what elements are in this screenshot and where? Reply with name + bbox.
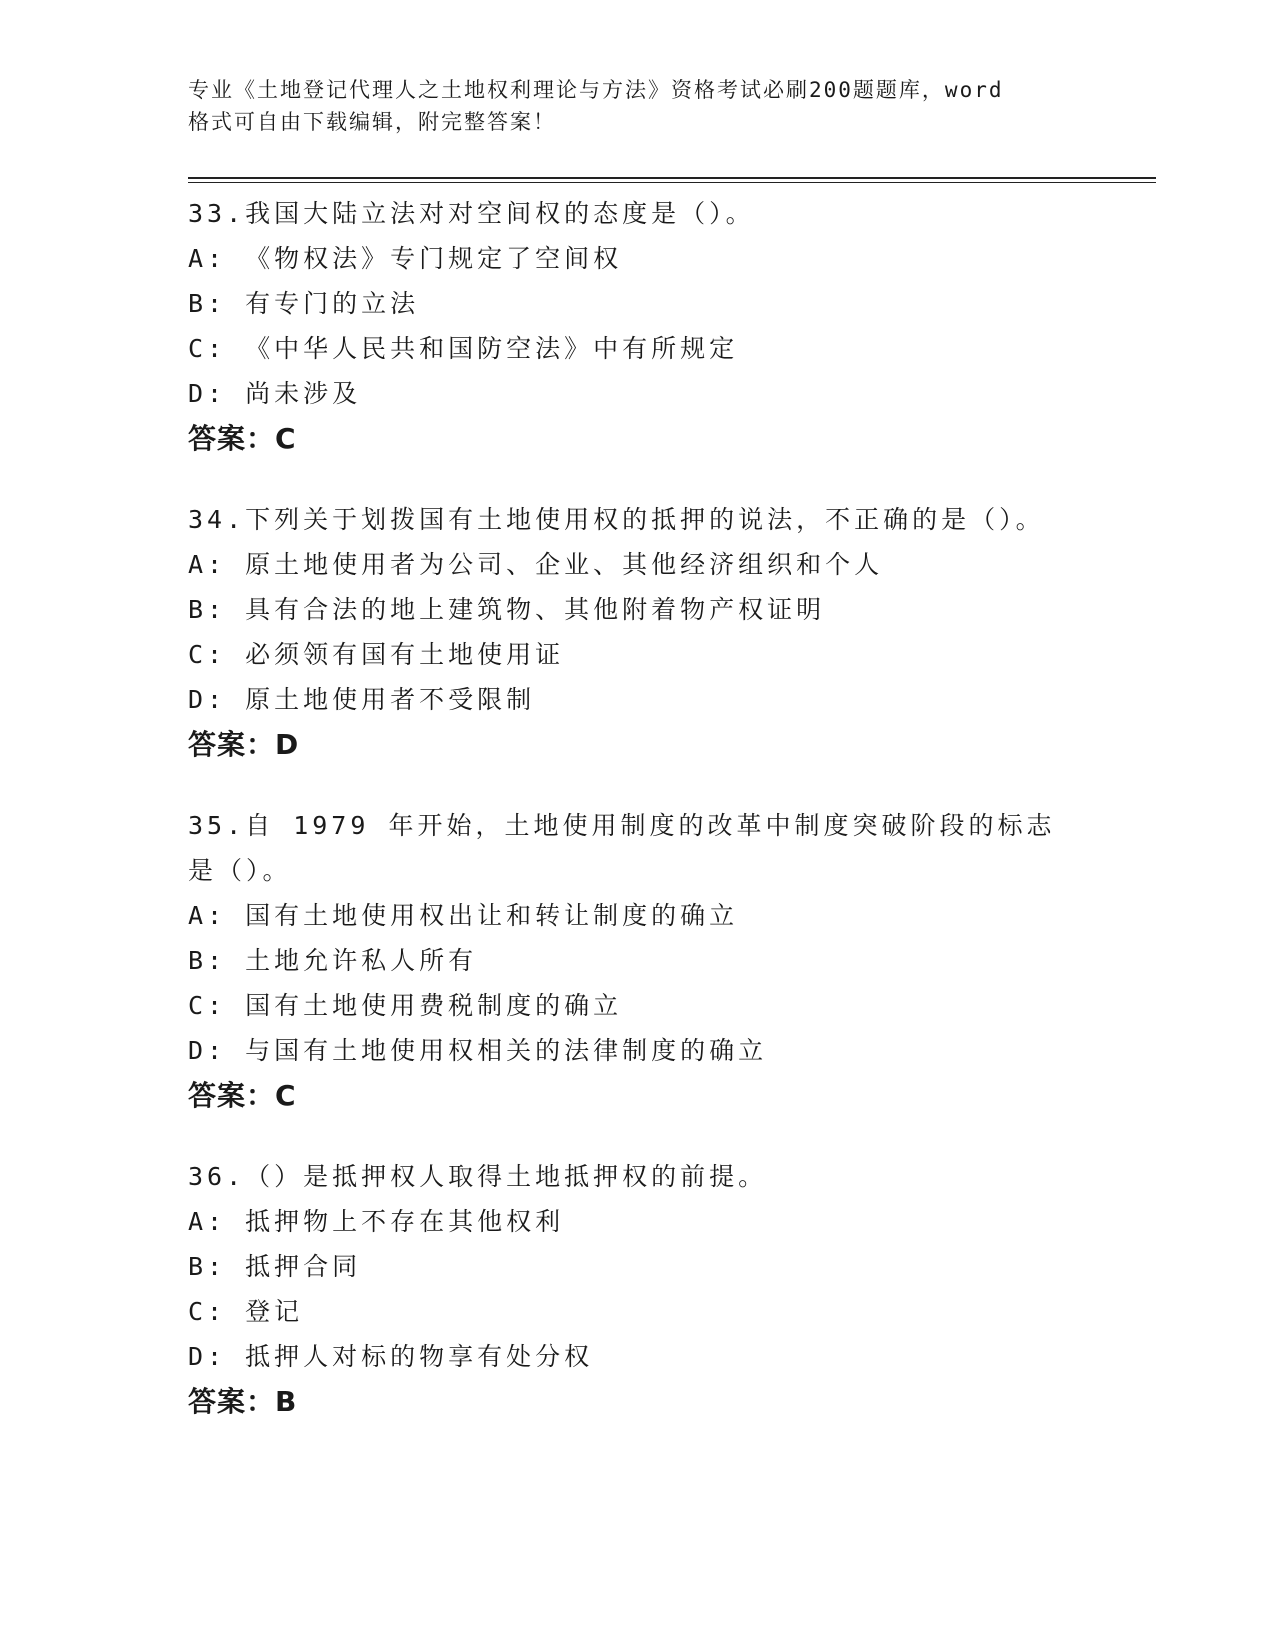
option-a: A: 抵押物上不存在其他权利 <box>188 1207 565 1236</box>
header-line-2: 格式可自由下载编辑，附完整答案！ <box>188 110 556 134</box>
question-36 <box>188 1154 1068 1425</box>
answer-label: 答案：C <box>188 422 297 455</box>
header-divider-thin <box>188 182 1156 183</box>
option-b: B: 有专门的立法 <box>188 289 420 318</box>
option-b: B: 抵押合同 <box>188 1252 362 1281</box>
question-34 <box>188 497 1068 768</box>
option-c: C: 登记 <box>188 1297 304 1326</box>
option-a: A: 《物权法》专门规定了空间权 <box>188 244 623 273</box>
document-header <box>188 74 1068 138</box>
question-stem: 35.自 1979 年开始，土地使用制度的改革中制度突破阶段的标志是（）。 <box>188 811 1056 885</box>
question-35 <box>188 803 1068 1119</box>
option-d: D: 抵押人对标的物享有处分权 <box>188 1342 594 1371</box>
option-d: D: 尚未涉及 <box>188 379 362 408</box>
option-d: D: 原土地使用者不受限制 <box>188 685 536 714</box>
answer-label: 答案：B <box>188 1385 298 1418</box>
answer-label: 答案：D <box>188 728 300 761</box>
question-33 <box>188 191 1068 462</box>
option-c: C: 《中华人民共和国防空法》中有所规定 <box>188 334 739 363</box>
question-stem: 36.（）是抵押权人取得土地抵押权的前提。 <box>188 1162 768 1191</box>
option-d: D: 与国有土地使用权相关的法律制度的确立 <box>188 1036 768 1065</box>
answer-label: 答案：C <box>188 1079 297 1112</box>
option-c: C: 国有土地使用费税制度的确立 <box>188 991 623 1020</box>
header-divider-thick <box>188 177 1156 179</box>
question-stem: 34.下列关于划拨国有土地使用权的抵押的说法，不正确的是（）。 <box>188 505 1045 534</box>
option-a: A: 原土地使用者为公司、企业、其他经济组织和个人 <box>188 550 884 579</box>
option-c: C: 必须领有国有土地使用证 <box>188 640 565 669</box>
header-line-1: 专业《土地登记代理人之土地权利理论与方法》资格考试必刷200题题库，word <box>188 78 1004 102</box>
option-b: B: 具有合法的地上建筑物、其他附着物产权证明 <box>188 595 826 624</box>
question-stem: 33.我国大陆立法对对空间权的态度是（）。 <box>188 199 755 228</box>
question-list <box>188 191 1068 1460</box>
option-a: A: 国有土地使用权出让和转让制度的确立 <box>188 901 739 930</box>
option-b: B: 土地允许私人所有 <box>188 946 478 975</box>
